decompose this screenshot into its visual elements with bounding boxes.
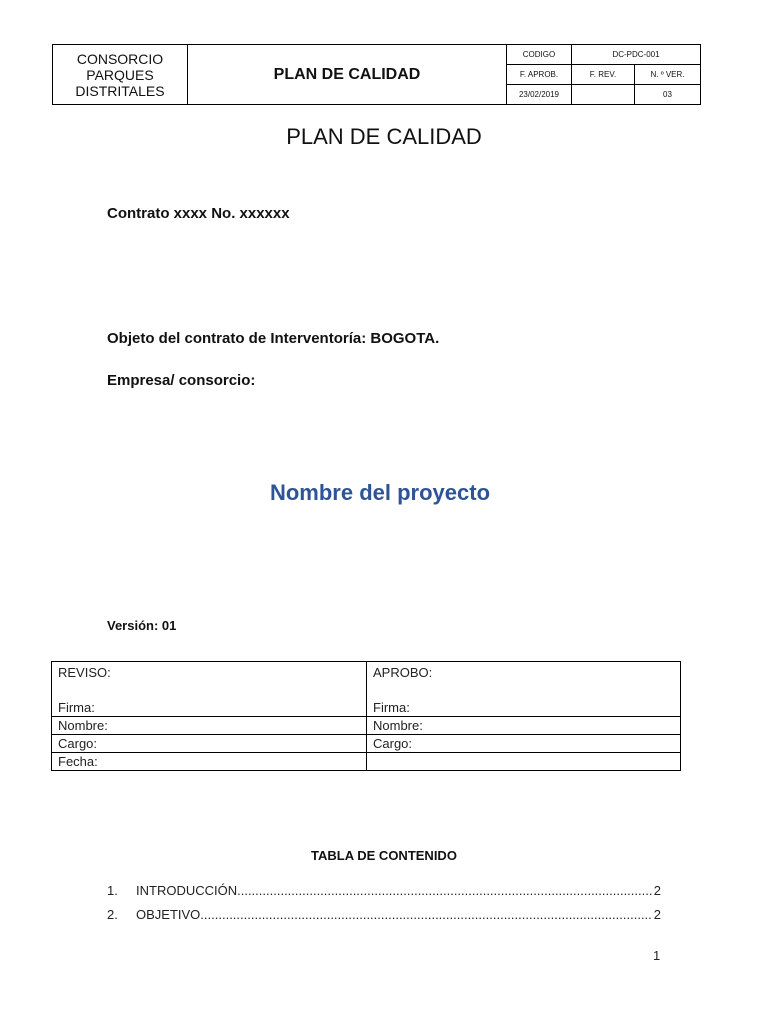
n-ver-value: 03 [635, 85, 701, 105]
organization-cell [53, 45, 188, 105]
contract-object-line: Objeto del contrato de Interventoría: BOGOTA. [107, 330, 440, 347]
n-ver-label: N. º VER. [635, 65, 701, 85]
f-aprob-label: F. APROB. [507, 65, 572, 85]
toc-item[interactable] [107, 883, 661, 898]
approver-cell [367, 662, 681, 717]
toc-leader-dots [200, 907, 651, 922]
toc-item-label: INTRODUCCIÓN [136, 883, 238, 898]
reviewer-cargo-label: Cargo: [52, 735, 367, 753]
version-line: Versión: 01 [107, 618, 177, 633]
codigo-value: DC-PDC-001 [572, 45, 701, 65]
organization-line: PARQUES [86, 66, 154, 83]
reviewer-header: REVISO: [58, 665, 111, 680]
f-aprob-value: 23/02/2019 [507, 85, 572, 105]
toc-leader-dots [237, 883, 652, 898]
fecha-label: Fecha: [52, 753, 367, 771]
approver-header: APROBO: [373, 665, 433, 680]
company-line: Empresa/ consorcio: [107, 372, 256, 389]
approver-firma-label: Firma: [373, 700, 410, 715]
organization-line: CONSORCIO [76, 50, 164, 67]
organization-line: DISTRITALES [75, 82, 165, 99]
reviewer-firma-label: Firma: [58, 700, 95, 715]
page-number: 1 [653, 948, 661, 963]
contract-line: Contrato xxxx No. xxxxxx [107, 205, 290, 222]
approver-nombre-label: Nombre: [367, 717, 681, 735]
approver-cargo-label: Cargo: [367, 735, 681, 753]
toc-title: TABLA DE CONTENIDO [311, 848, 457, 863]
f-rev-value [572, 85, 635, 105]
fecha-empty-cell [367, 753, 681, 771]
toc-item-page: 2 [653, 883, 661, 898]
project-name: Nombre del proyecto [269, 480, 491, 505]
f-rev-label: F. REV. [572, 65, 635, 85]
document-title: PLAN DE CALIDAD [286, 124, 482, 149]
toc-item-number: 1. [107, 883, 118, 898]
toc-item[interactable] [107, 907, 661, 922]
toc-item-page: 2 [653, 907, 661, 922]
codigo-label: CODIGO [507, 45, 572, 65]
header-title: PLAN DE CALIDAD [188, 45, 507, 105]
toc-item-label: OBJETIVO [136, 907, 201, 922]
document-header-table [52, 44, 701, 105]
reviewer-nombre-label: Nombre: [52, 717, 367, 735]
reviewer-cell [52, 662, 367, 717]
toc-item-number: 2. [107, 907, 118, 922]
signature-table [51, 661, 681, 771]
